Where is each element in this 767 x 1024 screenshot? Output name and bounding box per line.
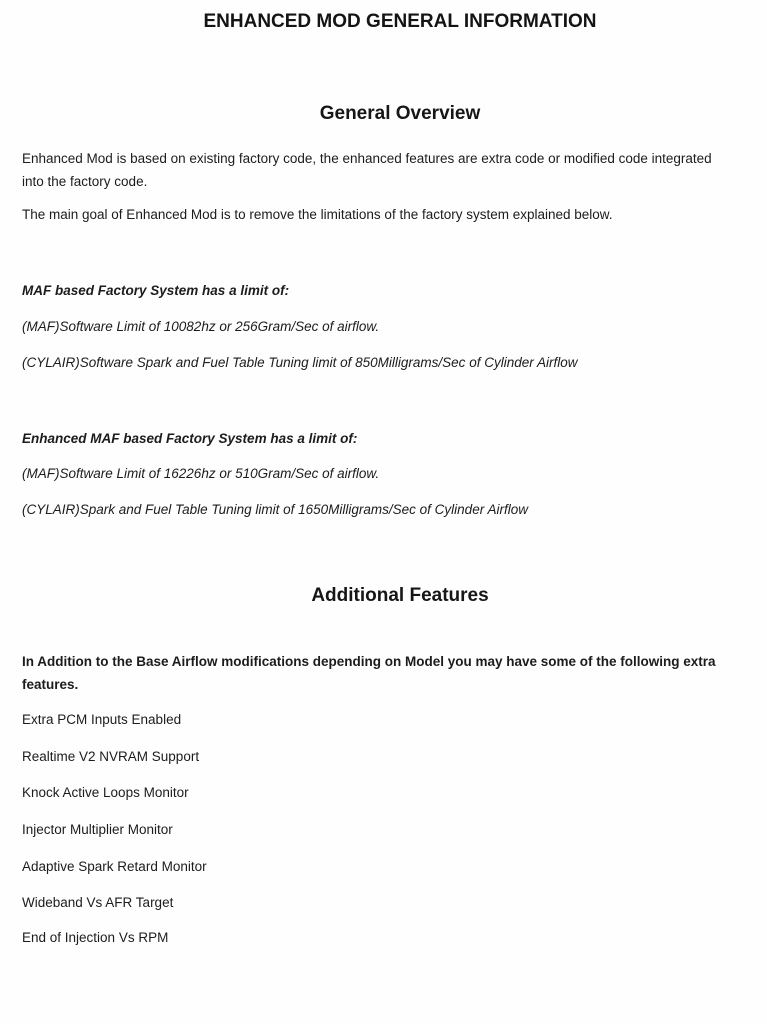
- overview-paragraph2: The main goal of Enhanced Mod is to remove the limitations of the factory system explained below.: [22, 207, 613, 222]
- feature-item-end-of-injection: End of Injection Vs RPM: [22, 930, 169, 945]
- additional-features-heading: Additional Features: [311, 585, 489, 606]
- document-title: ENHANCED MOD GENERAL INFORMATION: [203, 11, 597, 32]
- enhanced-maf-limit-cylair-line: (CYLAIR)Spark and Fuel Table Tuning limit of 1650Milligrams/Sec of Cylinder Airflow: [22, 502, 528, 517]
- maf-factory-limit-maf-line: (MAF)Software Limit of 10082hz or 256Gram/Sec of airflow.: [22, 319, 380, 334]
- feature-item-wideband-afr: Wideband Vs AFR Target: [22, 895, 174, 910]
- feature-item-adaptive-spark-retard: Adaptive Spark Retard Monitor: [22, 859, 207, 874]
- feature-item-knock-active-loops: Knock Active Loops Monitor: [22, 785, 189, 800]
- overview-paragraph1-line1: Enhanced Mod is based on existing factory code, the enhanced features are extra code or modified code integrated: [22, 151, 712, 166]
- feature-item-injector-multiplier: Injector Multiplier Monitor: [22, 822, 173, 837]
- additional-features-intro-line2: features.: [22, 677, 79, 692]
- feature-item-extra-pcm-inputs: Extra PCM Inputs Enabled: [22, 712, 182, 727]
- feature-item-realtime-nvram: Realtime V2 NVRAM Support: [22, 749, 200, 764]
- general-overview-heading: General Overview: [319, 103, 481, 124]
- enhanced-maf-limit-maf-line: (MAF)Software Limit of 16226hz or 510Gram/Sec of airflow.: [22, 466, 380, 481]
- maf-factory-limit-heading: MAF based Factory System has a limit of:: [22, 283, 290, 298]
- overview-paragraph1-line2: into the factory code.: [22, 174, 148, 189]
- additional-features-intro-line1: In Addition to the Base Airflow modifications depending on Model you may have some of the following extra: [22, 654, 716, 669]
- maf-factory-limit-cylair-line: (CYLAIR)Software Spark and Fuel Table Tuning limit of 850Milligrams/Sec of Cylinder Airflow: [22, 355, 578, 370]
- enhanced-maf-limit-heading: Enhanced MAF based Factory System has a limit of:: [22, 431, 358, 446]
